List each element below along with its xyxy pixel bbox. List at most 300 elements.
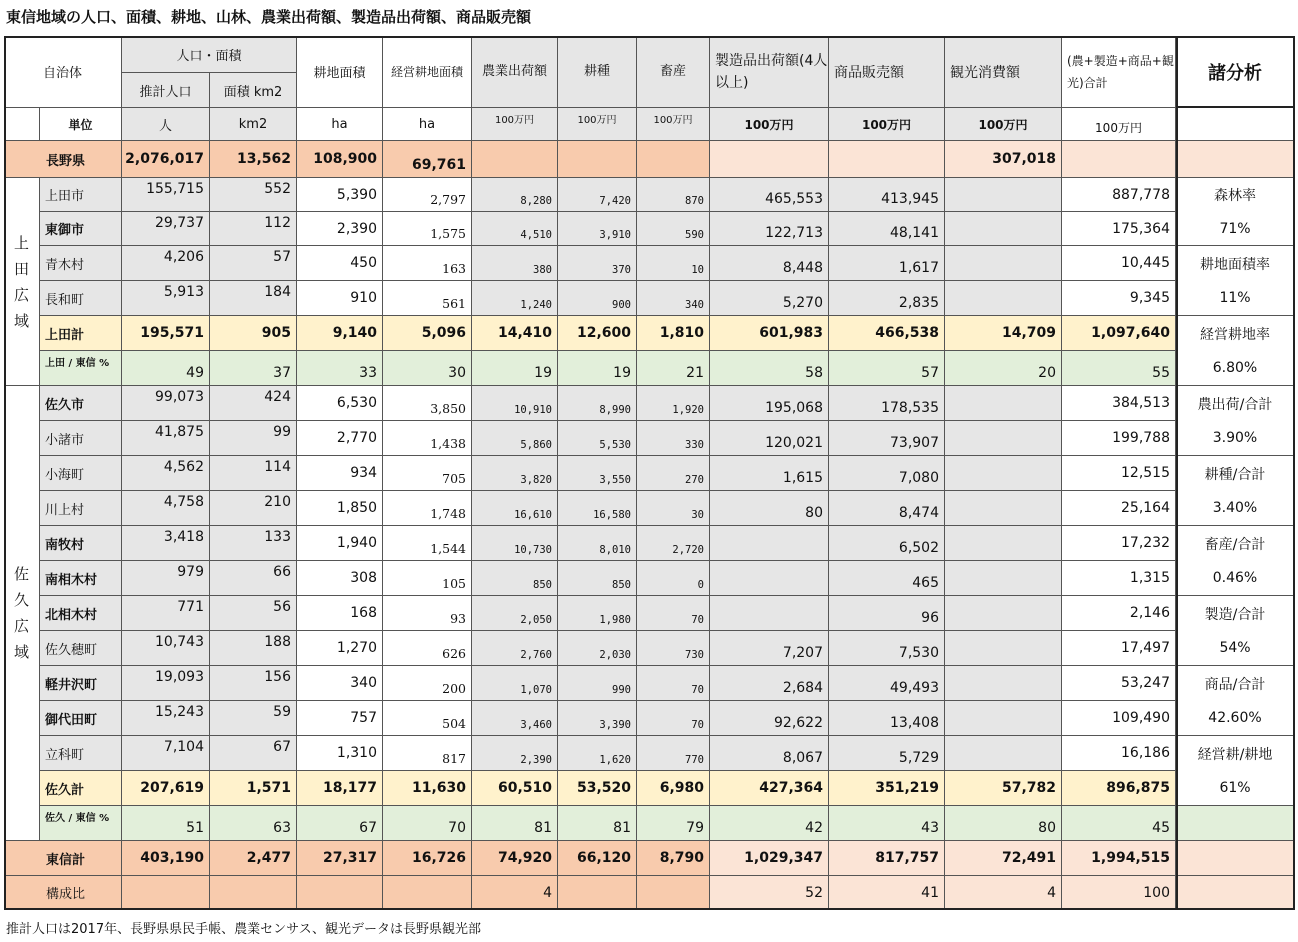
analysis-value: 54% xyxy=(1176,631,1295,666)
cell-value: 850 xyxy=(558,561,637,596)
cell-value: 4,510 xyxy=(472,212,558,246)
cell-value: 51 xyxy=(122,806,210,841)
cell-value: 70 xyxy=(383,806,472,841)
cell-value xyxy=(945,666,1062,701)
cell-value xyxy=(945,631,1062,666)
region-char: 佐 xyxy=(13,565,29,583)
row-label: 軽井沢町 xyxy=(40,666,122,701)
cell-value: 80 xyxy=(945,806,1062,841)
row-label: 上田 / 東信 % xyxy=(40,351,122,386)
cell-value: 93 xyxy=(383,596,472,631)
row-label: 御代田町 xyxy=(40,701,122,736)
region-char: 田 xyxy=(13,259,29,278)
cell-value: 8,010 xyxy=(558,526,637,561)
cell-value: 10,910 xyxy=(472,386,558,421)
cell-value: 70 xyxy=(637,666,710,701)
analysis-label: 畜産/合計 xyxy=(1176,526,1295,561)
cell-value: 16,580 xyxy=(558,491,637,526)
cell-value: 5,270 xyxy=(710,281,829,316)
cell-value: 1,310 xyxy=(297,736,383,771)
cell-value: 3,820 xyxy=(472,456,558,491)
analysis-value: 42.60% xyxy=(1176,701,1295,736)
cell-value: 122,713 xyxy=(710,212,829,246)
cell-value: 200 xyxy=(383,666,472,701)
cell-value: 16,186 xyxy=(1062,736,1176,771)
cell-value: 3,390 xyxy=(558,701,637,736)
cell-value: 14,410 xyxy=(472,316,558,351)
cell-value: 403,190 xyxy=(122,841,210,876)
cell-value: 9,140 xyxy=(297,316,383,351)
cell-value xyxy=(945,386,1062,421)
cell-value xyxy=(383,876,472,910)
header-area: 面積 km2 xyxy=(210,73,297,108)
cell-value: 48,141 xyxy=(829,212,945,246)
analysis-label: 商品/合計 xyxy=(1176,666,1295,701)
cell-value: 66,120 xyxy=(558,841,637,876)
cell-value: 3,460 xyxy=(472,701,558,736)
cell-value xyxy=(945,456,1062,491)
cell-value: 52 xyxy=(710,876,829,910)
cell-value: 63 xyxy=(210,806,297,841)
analysis-label: 耕種/合計 xyxy=(1176,456,1295,491)
row-label: 長和町 xyxy=(40,281,122,316)
cell-value: 70 xyxy=(637,701,710,736)
cell-value: 99 xyxy=(210,421,297,456)
cell-value: 771 xyxy=(122,596,210,631)
cell-value: 1,940 xyxy=(297,526,383,561)
cell-value: 17,497 xyxy=(1062,631,1176,666)
cell-value: 424 xyxy=(210,386,297,421)
cell-value: 72,491 xyxy=(945,841,1062,876)
cell-value: 100 xyxy=(1062,876,1176,910)
analysis-value: 0.46% xyxy=(1176,561,1295,596)
row-label: 青木村 xyxy=(40,246,122,281)
region-label-ueda xyxy=(4,178,40,386)
cell-value: 4,206 xyxy=(122,246,210,281)
row-label: 立科町 xyxy=(40,736,122,771)
analysis-label: 農出荷/合計 xyxy=(1176,386,1295,421)
unit-sales: 100万円 xyxy=(829,108,945,141)
cell-value: 16,726 xyxy=(383,841,472,876)
cell-value xyxy=(945,281,1062,316)
row-label: 上田計 xyxy=(40,316,122,351)
row-label: 南牧村 xyxy=(40,526,122,561)
row-label: 小諸市 xyxy=(40,421,122,456)
cell-value: 2,030 xyxy=(558,631,637,666)
cell-value: 308 xyxy=(297,561,383,596)
cell-value: 30 xyxy=(383,351,472,386)
cell-value: 2,390 xyxy=(297,212,383,246)
cell-value: 29,737 xyxy=(122,212,210,246)
cell-value: 67 xyxy=(210,736,297,771)
cell-value: 207,619 xyxy=(122,771,210,806)
region-char: 域 xyxy=(13,643,29,661)
cell-value: 1,270 xyxy=(297,631,383,666)
cell-value: 27,317 xyxy=(297,841,383,876)
cell-value: 1,850 xyxy=(297,491,383,526)
cell-value: 56 xyxy=(210,596,297,631)
cell-value: 133 xyxy=(210,526,297,561)
cell-value: 1,571 xyxy=(210,771,297,806)
header-livestock: 畜産 xyxy=(637,36,710,108)
cell-value: 30 xyxy=(637,491,710,526)
cell-value: 13,408 xyxy=(829,701,945,736)
cell-value: 57 xyxy=(210,246,297,281)
cell-value: 33 xyxy=(297,351,383,386)
cell-value: 10,743 xyxy=(122,631,210,666)
cell-value xyxy=(637,141,710,178)
cell-value: 175,364 xyxy=(1062,212,1176,246)
cell-value: 10,445 xyxy=(1062,246,1176,281)
cell-value: 163 xyxy=(383,246,472,281)
cell-value: 330 xyxy=(637,421,710,456)
cell-value: 53,247 xyxy=(1062,666,1176,701)
header-farmland: 耕地面積 xyxy=(297,36,383,108)
unit-pop: 人 xyxy=(122,108,210,141)
cell-value: 1,994,515 xyxy=(1062,841,1176,876)
cell-value: 66 xyxy=(210,561,297,596)
cell-value: 13,562 xyxy=(210,141,297,178)
cell-value: 19,093 xyxy=(122,666,210,701)
row-label: 構成比 xyxy=(4,876,122,910)
unit-mfg: 100万円 xyxy=(710,108,829,141)
cell-value: 81 xyxy=(558,806,637,841)
cell-value: 2,146 xyxy=(1062,596,1176,631)
cell-value: 3,418 xyxy=(122,526,210,561)
cell-value: 3,910 xyxy=(558,212,637,246)
unit-farmland: ha xyxy=(297,108,383,141)
cell-value xyxy=(122,876,210,910)
row-label: 東御市 xyxy=(40,212,122,246)
cell-value xyxy=(945,178,1062,212)
cell-value: 69,761 xyxy=(383,141,472,178)
cell-value: 168 xyxy=(297,596,383,631)
cell-value: 8,448 xyxy=(710,246,829,281)
cell-value: 5,729 xyxy=(829,736,945,771)
row-label: 長野県 xyxy=(4,141,122,178)
cell-value: 465 xyxy=(829,561,945,596)
unit-label: 単位 xyxy=(40,108,122,141)
cell-value: 108,900 xyxy=(297,141,383,178)
cell-value: 5,913 xyxy=(122,281,210,316)
cell-value: 2,684 xyxy=(710,666,829,701)
cell-value: 1,748 xyxy=(383,491,472,526)
cell-value: 10,730 xyxy=(472,526,558,561)
cell-value: 19 xyxy=(472,351,558,386)
cell-value: 45 xyxy=(1062,806,1176,841)
row-label: 上田市 xyxy=(40,178,122,212)
cell-value: 504 xyxy=(383,701,472,736)
cell-value: 155,715 xyxy=(122,178,210,212)
cell-value: 57 xyxy=(829,351,945,386)
cell-value: 384,513 xyxy=(1062,386,1176,421)
cell-value: 1,240 xyxy=(472,281,558,316)
cell-value xyxy=(472,141,558,178)
cell-value: 1,438 xyxy=(383,421,472,456)
cell-value: 900 xyxy=(558,281,637,316)
cell-value xyxy=(637,876,710,910)
cell-value: 626 xyxy=(383,631,472,666)
cell-value: 2,390 xyxy=(472,736,558,771)
header-total: (農+製造+商品+観光)合計 xyxy=(1062,36,1176,108)
cell-value: 8,474 xyxy=(829,491,945,526)
header-mfg: 製造品出荷額(4人以上) xyxy=(710,36,829,108)
cell-value: 5,860 xyxy=(472,421,558,456)
cell-value: 12,600 xyxy=(558,316,637,351)
cell-value: 730 xyxy=(637,631,710,666)
table-cell xyxy=(1176,841,1295,876)
header-jichitai: 自治体 xyxy=(4,36,122,108)
cell-value: 43 xyxy=(829,806,945,841)
analysis-value: 6.80% xyxy=(1176,351,1295,386)
cell-value xyxy=(945,246,1062,281)
region-char: 広 xyxy=(13,285,29,304)
cell-value: 1,315 xyxy=(1062,561,1176,596)
cell-value: 120,021 xyxy=(710,421,829,456)
cell-value: 757 xyxy=(297,701,383,736)
cell-value: 42 xyxy=(710,806,829,841)
cell-value: 552 xyxy=(210,178,297,212)
cell-value xyxy=(945,736,1062,771)
row-label: 川上村 xyxy=(40,491,122,526)
analysis-label: 製造/合計 xyxy=(1176,596,1295,631)
cell-value: 8,990 xyxy=(558,386,637,421)
cell-value: 184 xyxy=(210,281,297,316)
cell-value: 6,530 xyxy=(297,386,383,421)
unit-livestock: 100万円 xyxy=(637,108,710,141)
cell-value: 73,907 xyxy=(829,421,945,456)
cell-value: 1,575 xyxy=(383,212,472,246)
cell-value: 4,758 xyxy=(122,491,210,526)
cell-value xyxy=(945,701,1062,736)
cell-value: 5,096 xyxy=(383,316,472,351)
cell-value: 92,622 xyxy=(710,701,829,736)
cell-value: 7,080 xyxy=(829,456,945,491)
cell-value: 8,280 xyxy=(472,178,558,212)
cell-value xyxy=(558,141,637,178)
cell-value: 11,630 xyxy=(383,771,472,806)
analysis-label: 耕地面積率 xyxy=(1176,246,1295,281)
cell-value: 59 xyxy=(210,701,297,736)
cell-value: 979 xyxy=(122,561,210,596)
cell-value: 466,538 xyxy=(829,316,945,351)
analysis-value: 71% xyxy=(1176,212,1295,246)
row-label: 佐久市 xyxy=(40,386,122,421)
cell-value: 850 xyxy=(472,561,558,596)
header-tourism: 観光消費額 xyxy=(945,36,1062,108)
unit-total: 100万円 xyxy=(1062,108,1176,141)
cell-value: 905 xyxy=(210,316,297,351)
cell-value: 18,177 xyxy=(297,771,383,806)
cell-value: 307,018 xyxy=(945,141,1062,178)
cell-value: 74,920 xyxy=(472,841,558,876)
cell-value: 1,544 xyxy=(383,526,472,561)
cell-value xyxy=(945,421,1062,456)
page-title: 東信地域の人口、面積、耕地、山林、農業出荷額、製造品出荷額、商品販売額 xyxy=(6,8,532,26)
cell-value: 7,207 xyxy=(710,631,829,666)
cell-value: 4,562 xyxy=(122,456,210,491)
cell-value: 2,770 xyxy=(297,421,383,456)
cell-value: 199,788 xyxy=(1062,421,1176,456)
cell-value xyxy=(710,526,829,561)
header-agri: 農業出荷額 xyxy=(472,36,558,108)
cell-value: 2,076,017 xyxy=(122,141,210,178)
cell-value: 53,520 xyxy=(558,771,637,806)
cell-value: 1,810 xyxy=(637,316,710,351)
cell-value: 55 xyxy=(1062,351,1176,386)
cell-value: 427,364 xyxy=(710,771,829,806)
table-cell xyxy=(1176,806,1295,841)
cell-value: 1,615 xyxy=(710,456,829,491)
header-sales: 商品販売額 xyxy=(829,36,945,108)
cell-value: 112 xyxy=(210,212,297,246)
cell-value xyxy=(945,596,1062,631)
cell-value: 10 xyxy=(637,246,710,281)
cell-value: 12,515 xyxy=(1062,456,1176,491)
cell-value: 1,070 xyxy=(472,666,558,701)
cell-value: 1,097,640 xyxy=(1062,316,1176,351)
cell-value: 2,477 xyxy=(210,841,297,876)
row-label: 東信計 xyxy=(4,841,122,876)
cell-value: 57,782 xyxy=(945,771,1062,806)
row-label: 北相木村 xyxy=(40,596,122,631)
cell-value xyxy=(945,491,1062,526)
cell-value: 817 xyxy=(383,736,472,771)
analysis-value: 3.90% xyxy=(1176,421,1295,456)
cell-value: 96 xyxy=(829,596,945,631)
cell-value: 2,050 xyxy=(472,596,558,631)
region-label-saku xyxy=(4,386,40,841)
row-label: 佐久 / 東信 % xyxy=(40,806,122,841)
cell-value: 80 xyxy=(710,491,829,526)
cell-value: 8,067 xyxy=(710,736,829,771)
cell-value: 1,620 xyxy=(558,736,637,771)
cell-value: 7,420 xyxy=(558,178,637,212)
cell-value: 2,797 xyxy=(383,178,472,212)
cell-value: 195,571 xyxy=(122,316,210,351)
cell-value: 1,617 xyxy=(829,246,945,281)
cell-value: 81 xyxy=(472,806,558,841)
analysis-label: 経営耕/耕地 xyxy=(1176,736,1295,771)
cell-value: 7,104 xyxy=(122,736,210,771)
unit-area: km2 xyxy=(210,108,297,141)
analysis-value: 3.40% xyxy=(1176,491,1295,526)
cell-value: 156 xyxy=(210,666,297,701)
header-pop: 推計人口 xyxy=(122,73,210,108)
cell-value: 1,029,347 xyxy=(710,841,829,876)
cell-value: 990 xyxy=(558,666,637,701)
cell-value: 9,345 xyxy=(1062,281,1176,316)
cell-value: 8,790 xyxy=(637,841,710,876)
cell-value: 15,243 xyxy=(122,701,210,736)
cell-value: 465,553 xyxy=(710,178,829,212)
cell-value: 41,875 xyxy=(122,421,210,456)
row-label: 南相木村 xyxy=(40,561,122,596)
cell-value: 67 xyxy=(297,806,383,841)
cell-value: 270 xyxy=(637,456,710,491)
analysis-blank xyxy=(1176,108,1295,141)
cell-value: 2,720 xyxy=(637,526,710,561)
cell-value: 105 xyxy=(383,561,472,596)
cell-value: 99,073 xyxy=(122,386,210,421)
cell-value: 601,983 xyxy=(710,316,829,351)
cell-value xyxy=(945,212,1062,246)
cell-value: 5,530 xyxy=(558,421,637,456)
cell-value: 380 xyxy=(472,246,558,281)
unit-agri: 100万円 xyxy=(472,108,558,141)
cell-value: 195,068 xyxy=(710,386,829,421)
cell-value: 21 xyxy=(637,351,710,386)
cell-value: 934 xyxy=(297,456,383,491)
cell-value: 351,219 xyxy=(829,771,945,806)
cell-value: 1,980 xyxy=(558,596,637,631)
cell-value xyxy=(945,561,1062,596)
unit-tourism: 100万円 xyxy=(945,108,1062,141)
region-char: 上 xyxy=(13,233,29,252)
cell-value: 109,490 xyxy=(1062,701,1176,736)
cell-value: 20 xyxy=(945,351,1062,386)
cell-value: 340 xyxy=(297,666,383,701)
cell-value: 1,920 xyxy=(637,386,710,421)
cell-value: 19 xyxy=(558,351,637,386)
cell-value xyxy=(710,596,829,631)
cell-value: 14,709 xyxy=(945,316,1062,351)
header-keiei: 経営耕地面積 xyxy=(383,36,472,108)
row-label: 佐久計 xyxy=(40,771,122,806)
source-note: 推計人口は2017年、長野県県民手帳、農業センサス、観光データは長野県観光部 xyxy=(6,922,481,937)
region-char: 域 xyxy=(13,311,29,330)
row-label: 佐久穂町 xyxy=(40,631,122,666)
cell-value: 25,164 xyxy=(1062,491,1176,526)
cell-value: 3,550 xyxy=(558,456,637,491)
cell-value xyxy=(558,876,637,910)
cell-value: 4 xyxy=(945,876,1062,910)
cell-value: 561 xyxy=(383,281,472,316)
cell-value: 7,530 xyxy=(829,631,945,666)
cell-value xyxy=(210,876,297,910)
table-cell xyxy=(4,108,40,141)
cell-value xyxy=(710,561,829,596)
cell-value: 37 xyxy=(210,351,297,386)
cell-value: 60,510 xyxy=(472,771,558,806)
row-label: 小海町 xyxy=(40,456,122,491)
header-crop: 耕種 xyxy=(558,36,637,108)
cell-value xyxy=(945,526,1062,561)
cell-value xyxy=(297,876,383,910)
cell-value: 0 xyxy=(637,561,710,596)
cell-value: 5,390 xyxy=(297,178,383,212)
cell-value: 17,232 xyxy=(1062,526,1176,561)
cell-value: 340 xyxy=(637,281,710,316)
cell-value: 817,757 xyxy=(829,841,945,876)
cell-value: 2,835 xyxy=(829,281,945,316)
cell-value: 188 xyxy=(210,631,297,666)
cell-value: 413,945 xyxy=(829,178,945,212)
cell-value: 2,760 xyxy=(472,631,558,666)
cell-value: 870 xyxy=(637,178,710,212)
cell-value: 370 xyxy=(558,246,637,281)
cell-value: 4 xyxy=(472,876,558,910)
unit-keiei: ha xyxy=(383,108,472,141)
table-cell xyxy=(1176,876,1295,910)
cell-value: 41 xyxy=(829,876,945,910)
cell-value: 6,502 xyxy=(829,526,945,561)
cell-value: 49 xyxy=(122,351,210,386)
cell-value: 3,850 xyxy=(383,386,472,421)
cell-value: 178,535 xyxy=(829,386,945,421)
cell-value: 16,610 xyxy=(472,491,558,526)
header-pop-area: 人口・面積 xyxy=(122,36,297,73)
